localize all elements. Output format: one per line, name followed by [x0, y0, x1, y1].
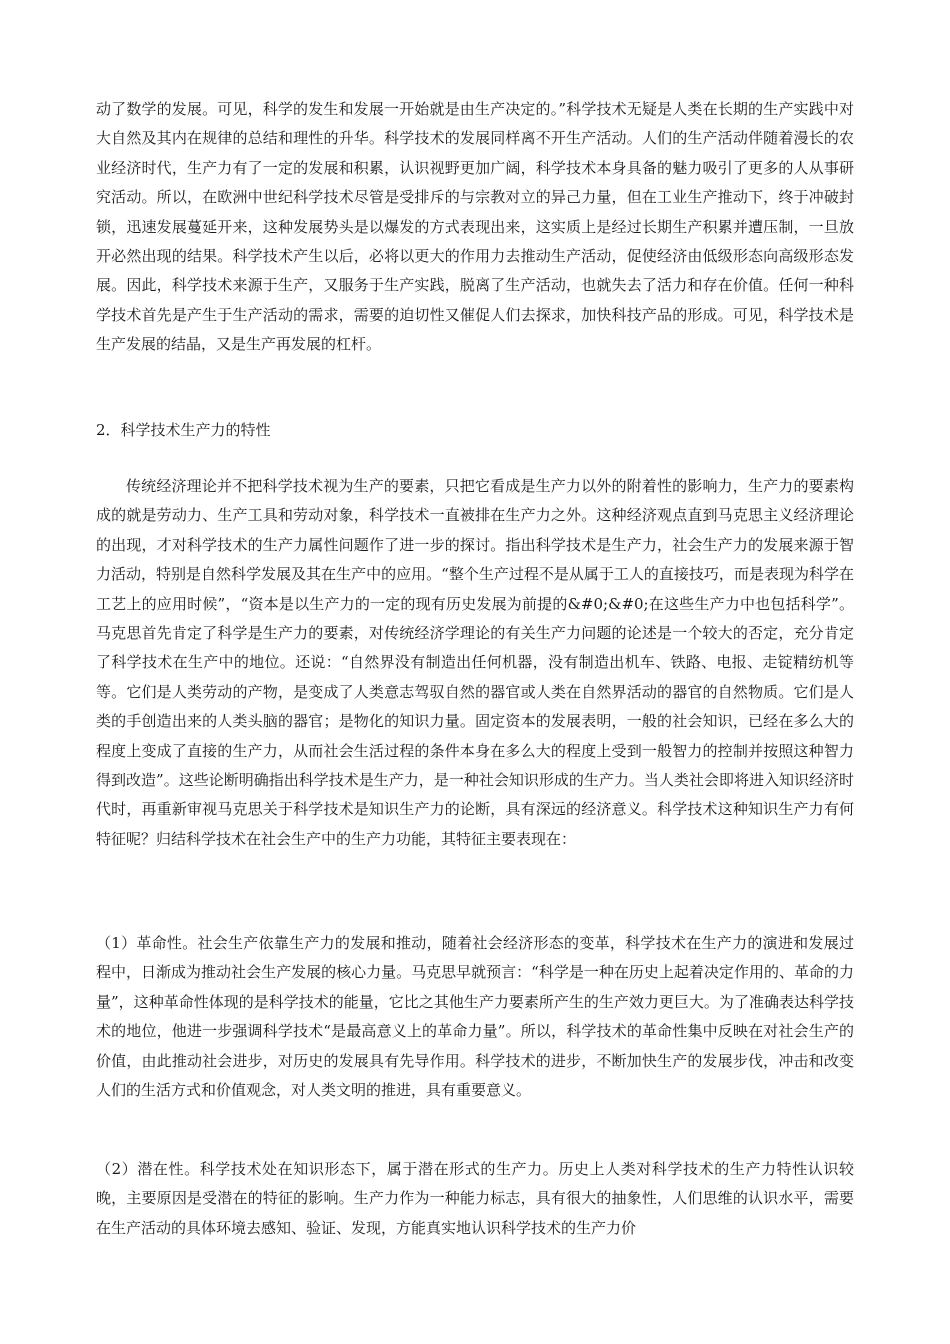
paragraph-4: （2）潜在性。科学技术处在知识形态下，属于潜在形式的生产力。历史上人类对科学技术的生产力特性认识较晚，主要原因是受潜在的特征的影响。生产力作为一种能力标志，具有很大的抽象性，人们思维的认识水平，需要在生产活动的具体环境去感知、验证、发现，方能真实地认识科学技术的生产力价 — [96, 1160, 854, 1237]
paragraph-3: （1）革命性。社会生产依靠生产力的发展和推动，随着社会经济形态的变革，科学技术在生产力的演进和发展过程中，日渐成为推动社会生产发展的核心力量。马克思早就预言：“科学是一种在历史上起着决定作用的、革命的力量”，这种革命性体现的是科学技术的能量，它比之其他生产力要素所产生的生产效力更巨大。为了准确表达科学技术的地位，他进一步强调科学技术“是最高意义上的革命力量”。所以，科学技术的革命性集中反映在对社会生产的价值，由此推动社会进步，对历史的发展具有先导作用。科学技术的进步，不断加快生产的发展步伐，冲击和改变人们的生活方式和价值观念，对人类文明的推进，具有重要意义。 — [96, 934, 854, 1100]
section-heading: 2．科学技术生产力的特性 — [96, 421, 271, 439]
paragraph-1: 动了数学的发展。可见，科学的发生和发展一开始就是由生产决定的。”科学技术无疑是人类在长期的生产实践中对大自然及其内在规律的总结和理性的升华。科学技术的发展同样离不开生产活动。人们的生产活动伴随着漫长的农业经济时代，生产力有了一定的发展和积累，认识视野更加广阔，科学技术本身具备的魅力吸引了更多的人从事研究活动。所以，在欧洲中世纪科学技术尽管是受排斥的与宗教对立的异己力量，但在工业生产推动下，终于冲破封锁，迅速发展蔓延开来，这种发展势头是以爆发的方式表现出来，这实质上是经过长期生产积累并遭压制，一旦放开必然出现的结果。科学技术产生以后，必将以更大的作用力去推动生产活动，促使经济由低级形态向高级形态发展。因此，科学技术来源于生产，又服务于生产实践，脱离了生产活动，也就失去了活力和存在价值。任何一种科学技术首先是产生于生产活动的需求，需要的迫切性又催促人们去探求，加快科技产品的形成。可见，科学技术是生产发展的结晶，又是生产再发展的杠杆。 — [96, 100, 854, 354]
paragraph-2: 传统经济理论并不把科学技术视为生产的要素，只把它看成是生产力以外的附着性的影响力，生产力的要素构成的就是劳动力、生产工具和劳动对象，科学技术一直被排在生产力之外。这种经济观点直到马克思主义经济理论的出现，才对科学技术的生产力属性问题作了进一步的探讨。指出科学技术是生产力，社会生产力的发展来源于智力活动，特别是自然科学发展及其在生产中的应用。“整个生产过程不是从属于工人的直接技巧，而是表现为科学在工艺上的应用时候”，“资本是以生产力的一定的现有历史发展为前提的&#0;&#0;在这些生产力中也包括科学”。马克思首先肯定了科学是生产力的要素，对传统经济学理论的有关生产力问题的论述是一个较大的否定，充分肯定了科学技术在生产中的地位。还说：“自然界没有制造出任何机器，没有制造出机车、铁路、电报、走锭精纺机等等。它们是人类劳动的产物，是变成了人类意志驾驭自然的器官或人类在自然界活动的器官的自然物质。它们是人类的手创造出来的人类头脑的器官；是物化的知识力量。固定资本的发展表明，一般的社会知识，已经在多么大的程度上变成了直接的生产力，从而社会生活过程的条件本身在多么大的程度上受到一般智力的控制并按照这种智力得到改造”。这些论断明确指出科学技术是生产力，是一种社会知识形成的生产力。当人类社会即将进入知识经济时代时，再重新审视马克思关于科学技术是知识生产力的论断，具有深远的经济意义。科学技术这种知识生产力有何特征呢？归结科学技术在社会生产中的生产力功能，其特征主要表现在： — [96, 477, 854, 848]
